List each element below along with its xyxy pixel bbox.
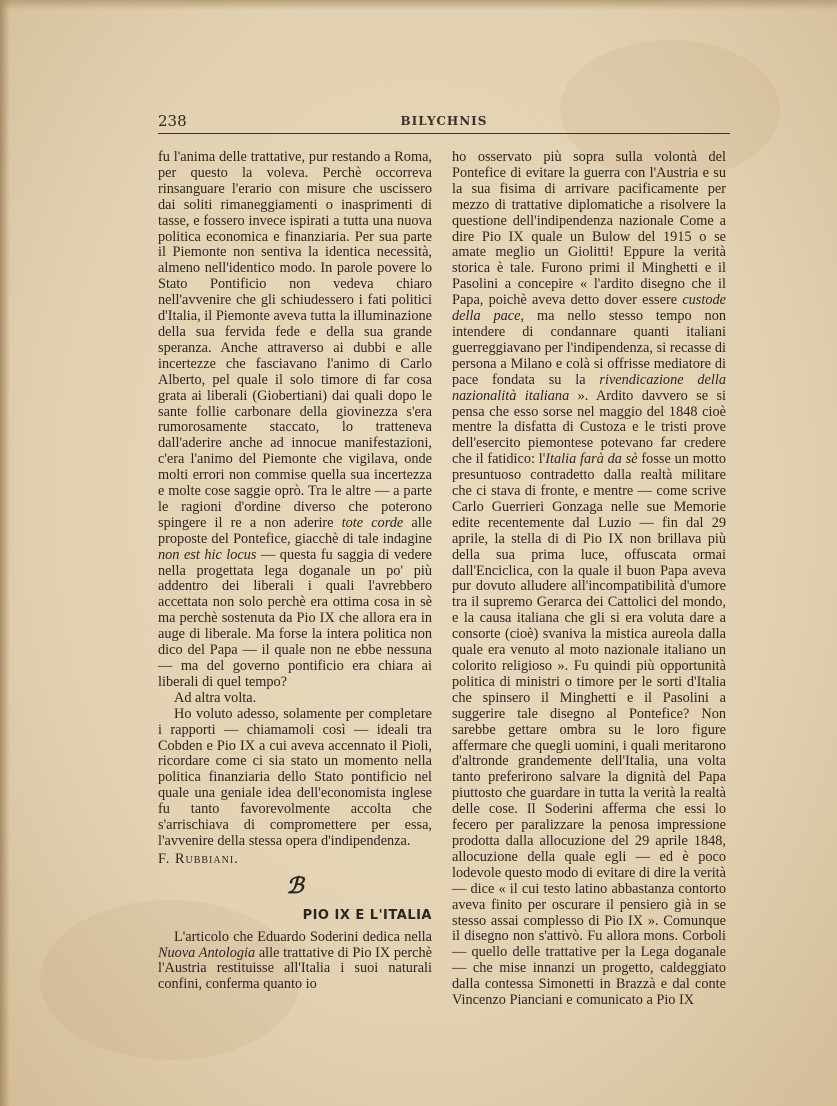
text-run: alle trattative di Pio IX perchè l'Austria restituisse all'Italia i suoi naturali confini, conferma quanto io (158, 944, 432, 993)
text-run: fu l'anima delle trattative, pur restando a Roma, per questo la voleva. Perchè occorreva rinsanguare l'erario con misure che uscissero dai soliti rimaneggiamenti o inasprimenti di tasse, e fossero invece ispirati a tutta una nuova politica economica e finanziaria. Per sua parte il Piemonte non sentiva la identica necessità, almeno nell'identico modo. In parole povere lo Stato Pontificio non vedeva chiaro nell'avvenire che gli schiudessero i fati politici d'Italia, il Piemonte aveva tutta la illuminazione della sua fervida fede e della sua grande speranza. Anche attraverso ai dubbi e alle incertezze che fasciavano l'animo di Carlo Alberto, pel quale il solo timore di far cosa grata ai liberali (Giobertiani) dai quali dopo le sante follie carbonare della giovinezza s'era rumorosamente staccato, lo tratteneva dall'aderire anche ad innocue manifestazioni, c'era l'animo del Piemonte che vigilava, onde molti errori non commise quella sua incertezza e molte cose saggie oprò. Tra le altre — a parte le ragioni d'ordine diverso che poterono spingere il re a non aderire (158, 149, 432, 531)
text-run: ho osservato più sopra sulla volontà del Pontefice di evitare la guerra con l'Austria e su la sua fisima di arrivare pacificamente per mezzo di trattative diplomatiche a risolvere la questione dell'indipendenza nazionale Come a dire Pio IX quale un Bulow del 1915 o se amate meglio un Giolitti! Eppure la verità storica è tale. Furono primi il Minghetti e il Pasolini a concepire « l'ardito disegno che il Papa, poichè aveva detto dover essere (452, 149, 726, 309)
italic-run: rivendicazione della nazionalità italiana (452, 371, 726, 404)
paragraph: Ad altra volta. (174, 689, 257, 706)
left-column (158, 150, 432, 993)
italic-run: non est hic locus (158, 546, 257, 563)
right-column (452, 150, 726, 1009)
italic-run: Italia farà da sè (545, 451, 638, 468)
text-run: — questa fu saggia di vedere nella progettata lega doganale un po' più addentro dei liberali i quali l'avrebbero accettata non solo perchè era ottima cosa in sè ma perchè sostenuta da Pio IX che allora era in auge di liberale. Ma forse la intera politica non dico del Papa — il quale non ne ebbe nessuna — ma del governo pontificio era chiara ai liberali di quel tempo? (158, 546, 432, 690)
header-rule (158, 133, 730, 134)
paragraph: Ho voluto adesso, solamente per completare i rapporti — chiamamoli così — ideali tra Cobden e Pio IX a cui aveva accennato il Pioli, ricordare come ci sia stato un momento nella politica finanziaria dello Stato pontificio nel quale una geniale idea dell'economista inglese fu tanto favorevolmente accolta che s'arrischiava di compromettere per essa, l'avvenire della stessa opera d'indipendenza. (158, 705, 432, 849)
paragraph (158, 150, 432, 691)
italic-run: tote corde (341, 514, 404, 531)
text-run: alle proposte del Pontefice, giacchè di tale indagine (158, 514, 432, 547)
paragraph (452, 150, 726, 1009)
page-number: 238 (158, 112, 187, 130)
text-run: ». Ardito davvero se si pensa che esso sorse nel maggio del 1848 cioè mentre la disfatta di Custoza e le tristi prove dell'esercito piemontese potevano far credere che il fatidico: l' (452, 387, 726, 468)
author-signature: F. Rubbiani. (158, 850, 239, 867)
running-header (158, 110, 730, 134)
journal-title: BILYCHNIS (400, 114, 488, 128)
italic-run: custode della pace (452, 292, 726, 325)
page-edge-shadow-left (0, 0, 10, 1106)
page-edge-shadow-top (0, 0, 837, 10)
italic-run: Nuova Antologia (158, 944, 256, 961)
text-run: , ma nello stesso tempo non intendere di condannare quanti italiani guerreggiavano per l'indipendenza, si recasse di persona a Milano e colà si offrisse mediatore di pace fondata su la (452, 308, 726, 388)
text-run: fosse un motto presuntuoso contradetto dalla realtà militare che ci stava di fronte, e mentre — come scrive Carlo Guerrieri Gonzaga nelle sue Memorie edite recentemente dal Luzio — fin dal 29 aprile, la stella di di Pio IX non brillava più della sua prima luce, offuscata ormai dall'Enciclica, con la quale il buon Papa aveva pur dovuto alludere all'incompatibilità d'umore tra il supremo Gerarca dei Cattolici del mondo, e la causa italiana che gli si era voluta dare a consorte (cioè) svaniva la mistica aureola dalla quale era venuto al moto nazionale italiano un colorito religioso ». Fu quindi più opportunità politica di ministri o timore per le sorti d'Italia che spinsero il Minghetti e il Pasolini a suggerire tale disegno al Pontefice? Non sarebbe gettare ombra su le loro figure affermare che quegli uomini, i quali meritarono d'altronde grandemente dell'Italia, una volta tanto preferirono salvare la dignità del Papa piuttosto che guardare in tutta la verità la realtà delle cose. Il Soderini afferma che essi lo fecero per paralizzare la penosa impressione prodotta dalla allocuzione del 29 aprile 1848, allocuzione della quale egli — ed è poco lodevole questo modo di evitare di dire la verità — dice « il cui testo latino abbastanza contorto aveva finito per oscurare il pensiero già in se stesso assai complesso di Pio IX ». Comunque il disegno non s'attivò. Fu allora mons. Corboli — quello delle trattative per la Lega doganale — che mise innanzi un progetto, caldeggiato dalla contessa Simonetti in Brazzà e dal conte Vincenzo Pianciani e comunicato a Pio IX (452, 451, 726, 1009)
section-ornament: ℬ (286, 872, 304, 898)
paragraph (158, 930, 432, 994)
text-run: L'articolo che Eduardo Soderini dedica nella (174, 928, 432, 945)
article-title: PIO IX E L'ITALIA (302, 907, 432, 923)
